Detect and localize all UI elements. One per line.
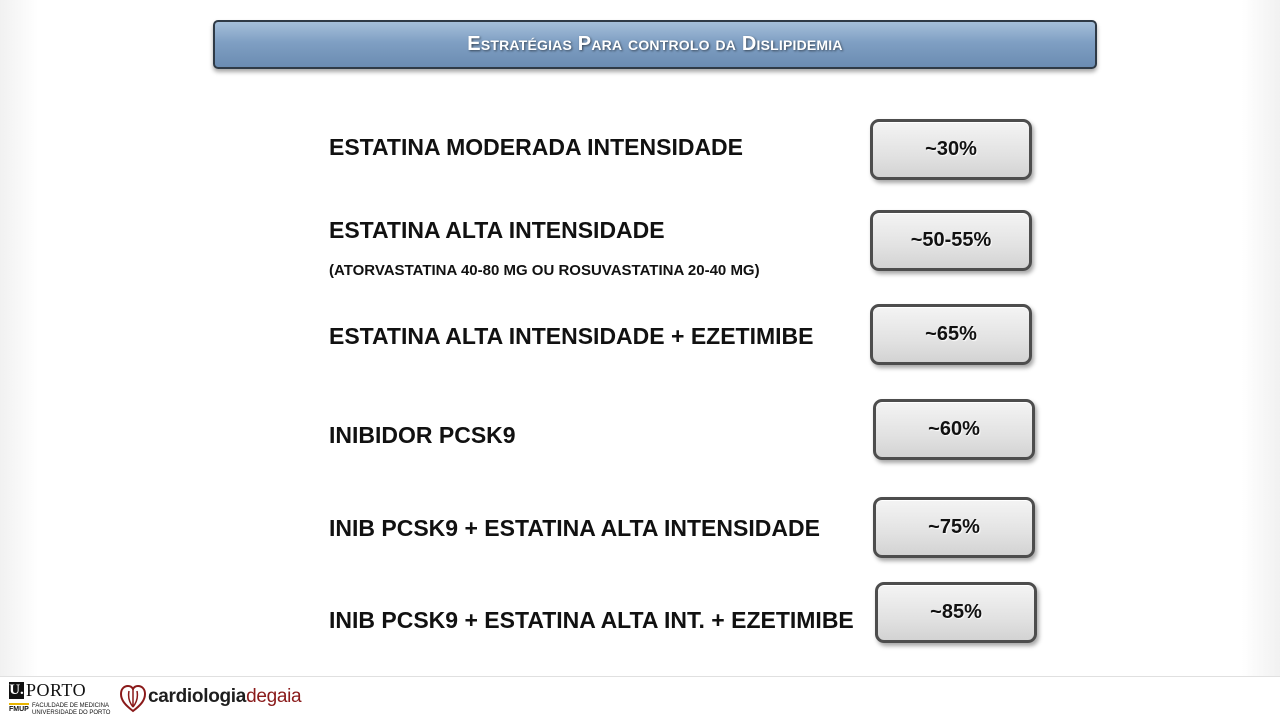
strategy-label-4: INIBIDOR PCSK9	[329, 422, 516, 448]
strategy-label-6: INIB PCSK9 + ESTATINA ALTA INT. + EZETIMIBE	[329, 607, 854, 633]
reduction-box-3	[870, 304, 1032, 365]
strategy-label-3: ESTATINA ALTA INTENSIDADE + EZETIMIBE	[329, 323, 814, 349]
uporto-name: PORTO	[26, 680, 87, 700]
strategy-label-2: ESTATINA ALTA INTENSIDADE	[329, 217, 665, 243]
reduction-value-2: ~50-55%	[910, 229, 992, 251]
reduction-box-6	[875, 582, 1037, 643]
brand-text-part2: degaia	[246, 686, 302, 707]
brand-text	[148, 686, 301, 708]
footer	[0, 676, 1280, 721]
reduction-value-6: ~85%	[930, 601, 982, 623]
strategy-label-1: ESTATINA MODERADA INTENSIDADE	[329, 134, 743, 160]
reduction-value-1: ~30%	[925, 138, 977, 160]
faculty-line-2: UNIVERSIDADE DO PORTO	[32, 710, 111, 716]
strategy-label-5: INIB PCSK9 + ESTATINA ALTA INTENSIDADE	[329, 515, 820, 541]
reduction-value-4: ~60%	[928, 418, 980, 440]
uporto-mark: U.	[9, 682, 24, 698]
slide-title: Estratégias Para controlo da Dislipidemia	[467, 33, 843, 55]
uporto-logo	[9, 682, 109, 718]
brand-text-part1: cardiologia	[148, 686, 247, 707]
reduction-value-3: ~65%	[925, 323, 977, 345]
reduction-box-4	[873, 399, 1035, 460]
heart-icon	[120, 683, 146, 713]
reduction-box-2	[870, 210, 1032, 271]
fmup-label: FMUP	[9, 703, 29, 713]
reduction-box-5	[873, 497, 1035, 558]
reduction-value-5: ~75%	[928, 516, 980, 538]
reduction-box-1	[870, 119, 1032, 180]
title-bar	[213, 20, 1097, 69]
faculty-text	[32, 703, 110, 717]
strategy-sublabel-2: (ATORVASTATINA 40-80 MG OU ROSUVASTATINA 20-40 MG)	[329, 262, 760, 279]
faculty-line-1: FACULDADE DE MEDICINA	[32, 703, 110, 709]
